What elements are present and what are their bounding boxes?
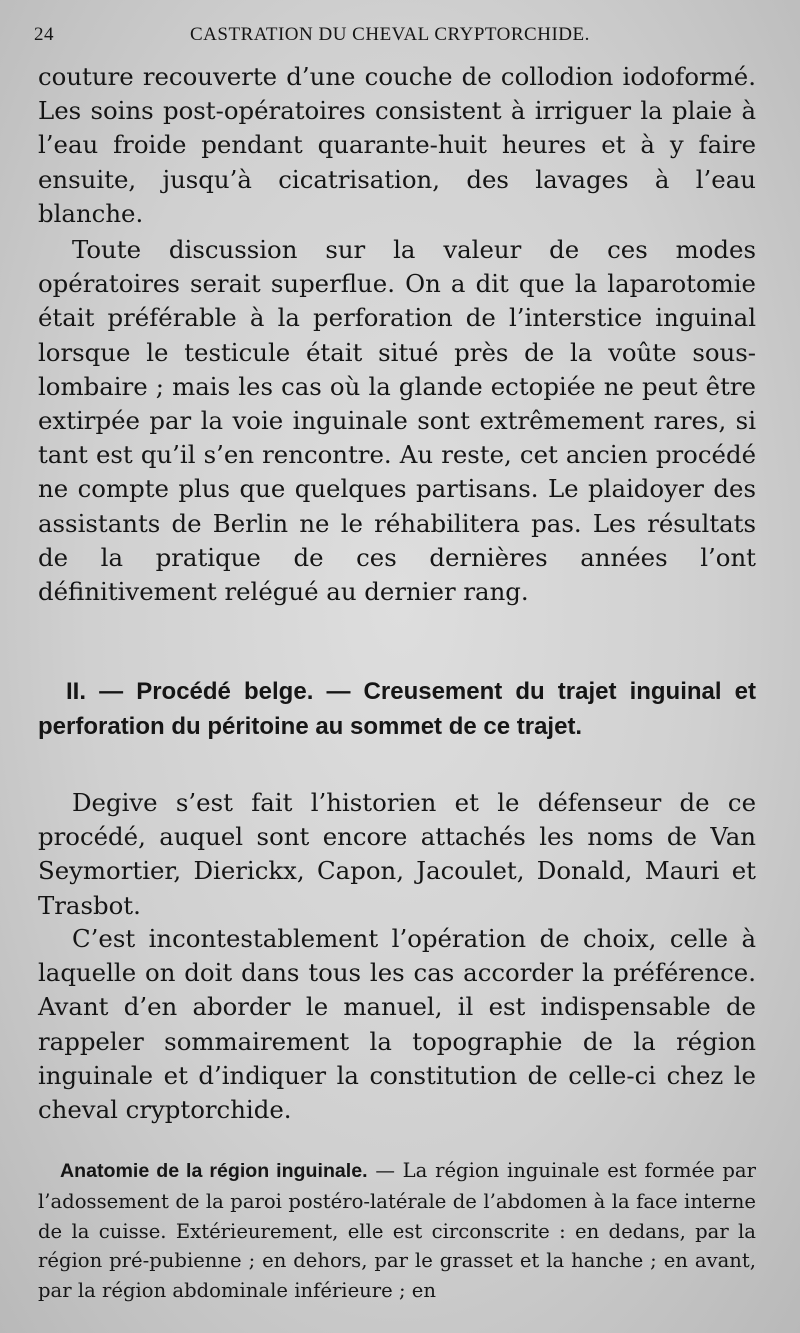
paragraph-discussion: Toute discussion sur la valeur de ces modes opératoires serait superflue. On a dit que la laparotomie était préférable à la perforation de l’interstice inguinal lorsque le testicule était situé près de la voûte sous-lombaire ; mais les cas où la glande ectopiée ne peut être extirpée par la voie inguinale sont extrêmement rares, si tant est qu’il s’en rencontre. Au reste, cet ancien procédé ne compte plus que quelques partisans. Le plaidoyer des assistants de Berlin ne le réhabilitera pas. Les résultats de la pratique de ces dernières années l’ont définitivement relégué au dernier rang.: [38, 235, 756, 607]
section-heading: [38, 675, 756, 744]
paragraph-operation-choice: C’est incontestablement l’opération de choix, celle à laquelle on doit dans tous les cas accorder la préférence. Avant d’en aborder le manuel, il est indispensable de rappeler sommairement la topographie de la région inguinale et d’indiquer la constitution de celle-ci chez le cheval cryptorchide.: [38, 924, 756, 1125]
paragraph-anatomy: [38, 1156, 756, 1306]
anatomy-subhead: Anatomie de la région inguinale.: [60, 1160, 368, 1182]
section-heading-text: II. — Procédé belge. — Creusement du trajet inguinal et perforation du péritoine au sommet de ce trajet.: [38, 678, 756, 740]
anatomy-text: — La région inguinale est formée par l’adossement de la paroi postéro-latérale de l’abdomen à la face interne de la cuisse. Extérieurement, elle est circonscrite : en dedans, par la région pré-pubienne ; en dehors, par le grasset et la hanche ; en avant, par la région abdominale inférieure ; en: [38, 1159, 756, 1303]
page-number: 24: [34, 24, 54, 45]
running-header: [34, 24, 756, 54]
paragraph-degive: Degive s’est fait l’historien et le défenseur de ce procédé, auquel sont encore attachés les noms de Van Seymortier, Dierickx, Capon, Jacoulet, Donald, Mauri et Trasbot.: [38, 788, 756, 920]
running-title: CASTRATION DU CHEVAL CRYPTORCHIDE.: [190, 24, 590, 45]
paragraph-continuation: couture recouverte d’une couche de collodion iodoformé. Les soins post-opératoires consistent à irriguer la plaie à l’eau froide pendant quarante-huit heures et à y faire ensuite, jusqu’à cicatrisation, des lavages à l’eau blanche.: [38, 62, 756, 228]
